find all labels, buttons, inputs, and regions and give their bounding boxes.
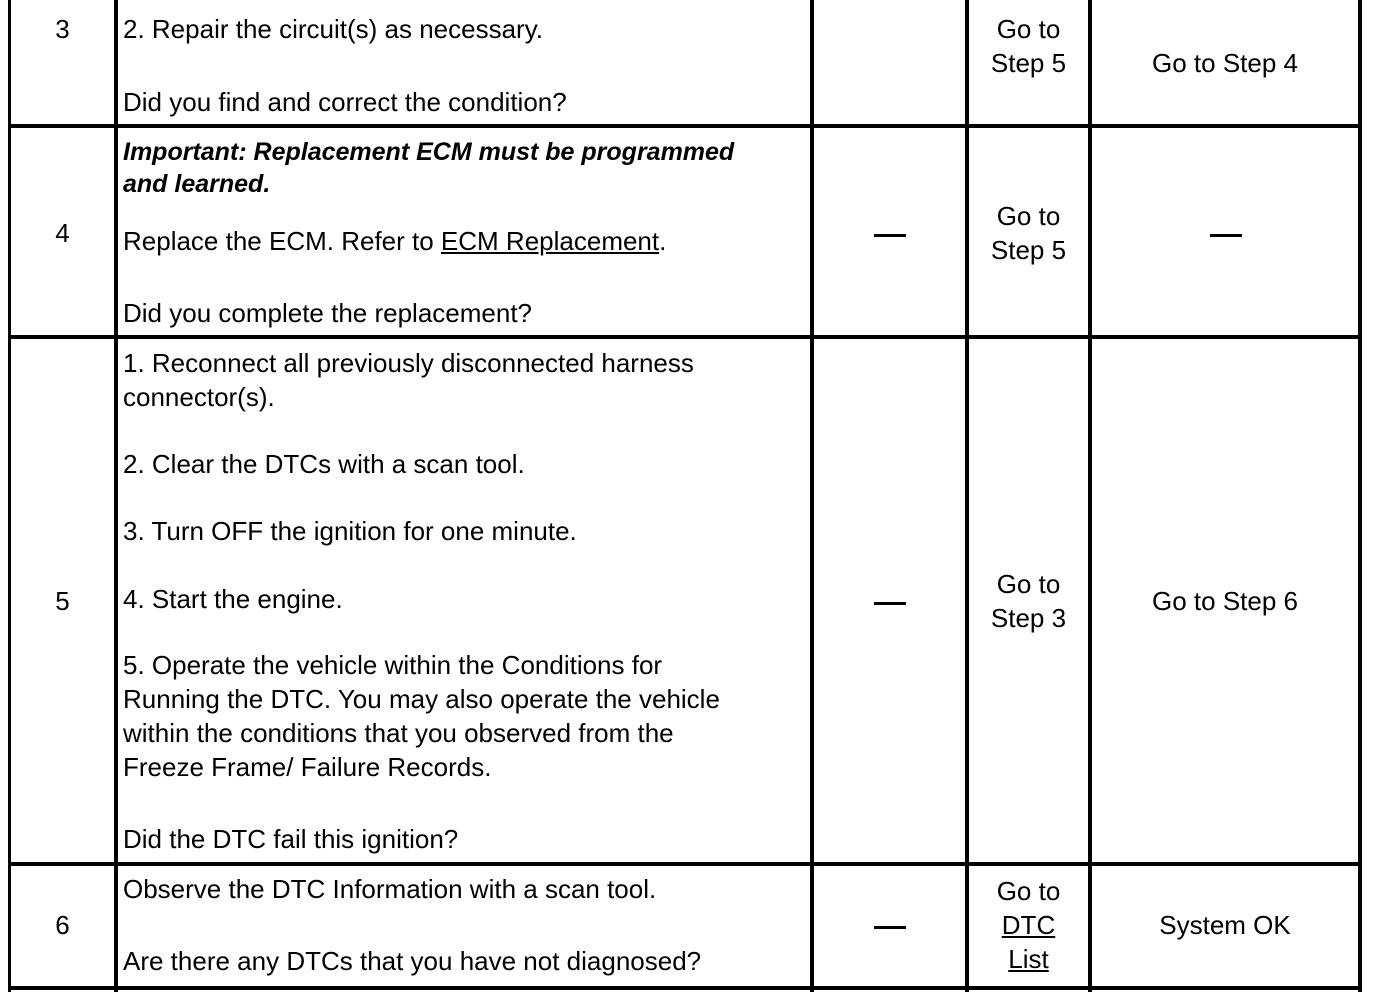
no-result: Go to Step 4: [1152, 48, 1298, 78]
dtc-list-link[interactable]: DTC: [1001, 910, 1056, 940]
step-number: 6: [55, 910, 70, 940]
action-text: 2. Repair the circuit(s) as necessary.: [123, 14, 543, 44]
value-dash: [874, 602, 906, 605]
column-divider: [114, 0, 118, 992]
no-result-dash: [1210, 234, 1242, 237]
action-question: Are there any DTCs that you have not diagnosed?: [123, 946, 702, 976]
action-suffix: .: [659, 226, 667, 256]
action-text: connector(s).: [123, 382, 275, 412]
row-divider: [8, 124, 1362, 128]
yes-result: Go to: [996, 569, 1061, 599]
action-text: 3. Turn OFF the ignition for one minute.: [123, 516, 577, 546]
column-divider: [965, 0, 969, 992]
column-divider: [810, 0, 814, 992]
yes-result: Step 5: [990, 235, 1067, 265]
action-prefix: Replace the ECM. Refer to: [123, 226, 441, 256]
value-dash: [874, 926, 906, 929]
important-note: Important: Replacement ECM must be programmed: [123, 138, 735, 166]
action-question: Did the DTC fail this ignition?: [123, 824, 459, 854]
column-divider: [1088, 0, 1092, 992]
action-text: Freeze Frame/ Failure Records.: [123, 752, 492, 782]
action-text: within the conditions that you observed from the: [123, 718, 674, 748]
action-text: Running the DTC. You may also operate the vehicle: [123, 684, 720, 714]
table-border-left: [8, 0, 11, 992]
dtc-list-link[interactable]: List: [1008, 944, 1049, 974]
yes-result: Go to: [996, 876, 1061, 906]
action-text: Observe the DTC Information with a scan tool.: [123, 874, 657, 904]
no-result: System OK: [1159, 910, 1291, 940]
important-note: and learned.: [123, 170, 271, 198]
step-number: 3: [55, 14, 70, 44]
action-text: 2. Clear the DTCs with a scan tool.: [123, 449, 525, 479]
action-text: 1. Reconnect all previously disconnected harness: [123, 348, 694, 378]
action-question: Did you complete the replacement?: [123, 298, 533, 328]
step-number: 4: [55, 218, 70, 248]
no-result: Go to Step 6: [1152, 586, 1298, 616]
action-text: [123, 224, 666, 258]
table-border-right: [1358, 0, 1362, 992]
yes-result: Go to: [996, 201, 1061, 231]
row-divider: [8, 335, 1362, 339]
value-dash: [874, 234, 906, 237]
yes-result: Step 3: [990, 603, 1067, 633]
step-number: 5: [55, 586, 70, 616]
ecm-replacement-link[interactable]: ECM Replacement: [440, 226, 660, 256]
table-border-bottom: [8, 986, 1362, 990]
action-text: 5. Operate the vehicle within the Conditions for: [123, 650, 663, 680]
action-text: 4. Start the engine.: [123, 584, 343, 614]
row-divider: [8, 862, 1362, 866]
action-question: Did you find and correct the condition?: [123, 87, 567, 117]
yes-result: Go to: [996, 14, 1061, 44]
yes-result: Step 5: [990, 48, 1067, 78]
